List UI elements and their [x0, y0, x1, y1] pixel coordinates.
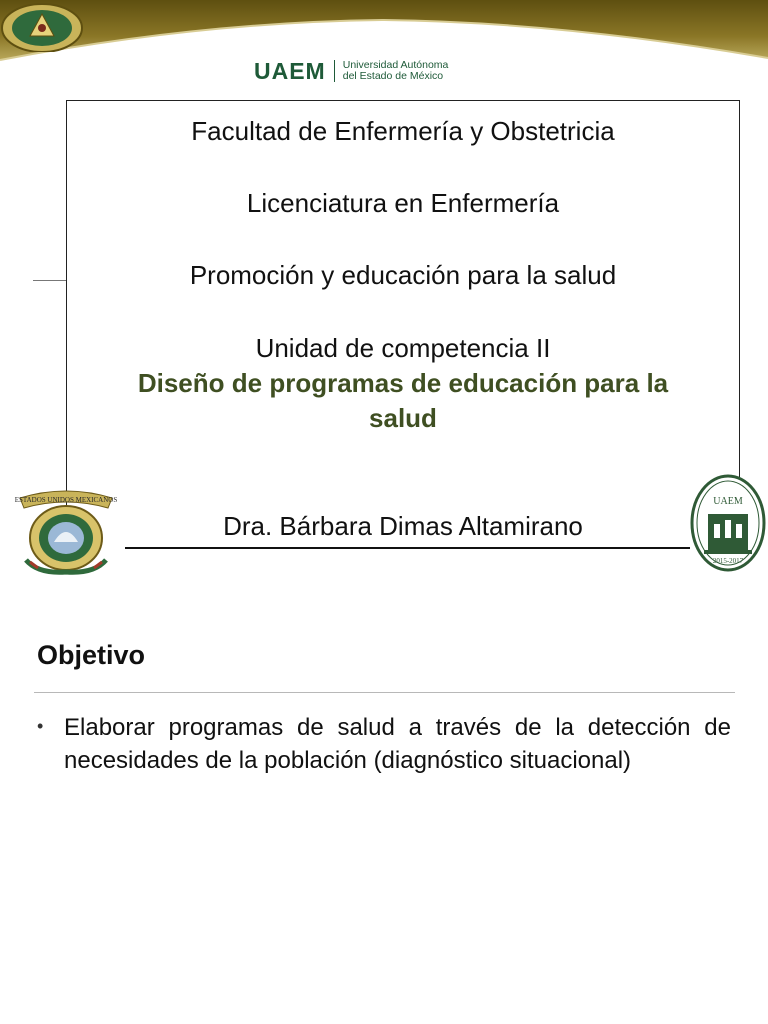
title-frame	[66, 100, 740, 540]
uaem-brand	[254, 58, 448, 84]
brand-short: UAEM	[254, 57, 326, 84]
bullet-icon: •	[37, 716, 44, 736]
author-underline	[125, 547, 690, 549]
brand-fullname	[343, 60, 449, 82]
objective-bullet-text: Elaborar programas de salud a través de la detección de necesidades de la población (diagnóstico situacional)	[64, 714, 731, 774]
left-rule-tick	[33, 280, 66, 281]
brand-divider	[334, 60, 335, 82]
topic-title-line-1: Diseño de programas de educación para la	[137, 368, 669, 398]
objective-heading: Objetivo	[37, 640, 146, 670]
uaem-crest-icon	[0, 0, 84, 52]
unit-title: Unidad de competencia II	[255, 333, 551, 363]
seal-years-text: 2015-2017	[712, 557, 744, 565]
brand-line-1: Universidad Autónoma	[342, 59, 449, 71]
emblem-left-arc-text: ESTADOS UNIDOS MEXICANOS	[14, 496, 118, 504]
course-title: Promoción y educación para la salud	[189, 260, 617, 290]
topic-title-line-2: salud	[369, 403, 437, 433]
objective-divider	[34, 692, 735, 693]
uaem-anniversary-seal-icon	[690, 474, 766, 572]
author-name: Dra. Bárbara Dimas Altamirano	[223, 511, 583, 541]
header-band	[0, 0, 768, 90]
degree-title: Licenciatura en Enfermería	[246, 188, 560, 218]
faculty-title: Facultad de Enfermería y Obstetricia	[191, 116, 615, 146]
mexico-shield-emblem-icon	[8, 488, 124, 576]
seal-uaem-text: UAEM	[713, 496, 743, 507]
brand-line-2: del Estado de México	[342, 70, 444, 82]
